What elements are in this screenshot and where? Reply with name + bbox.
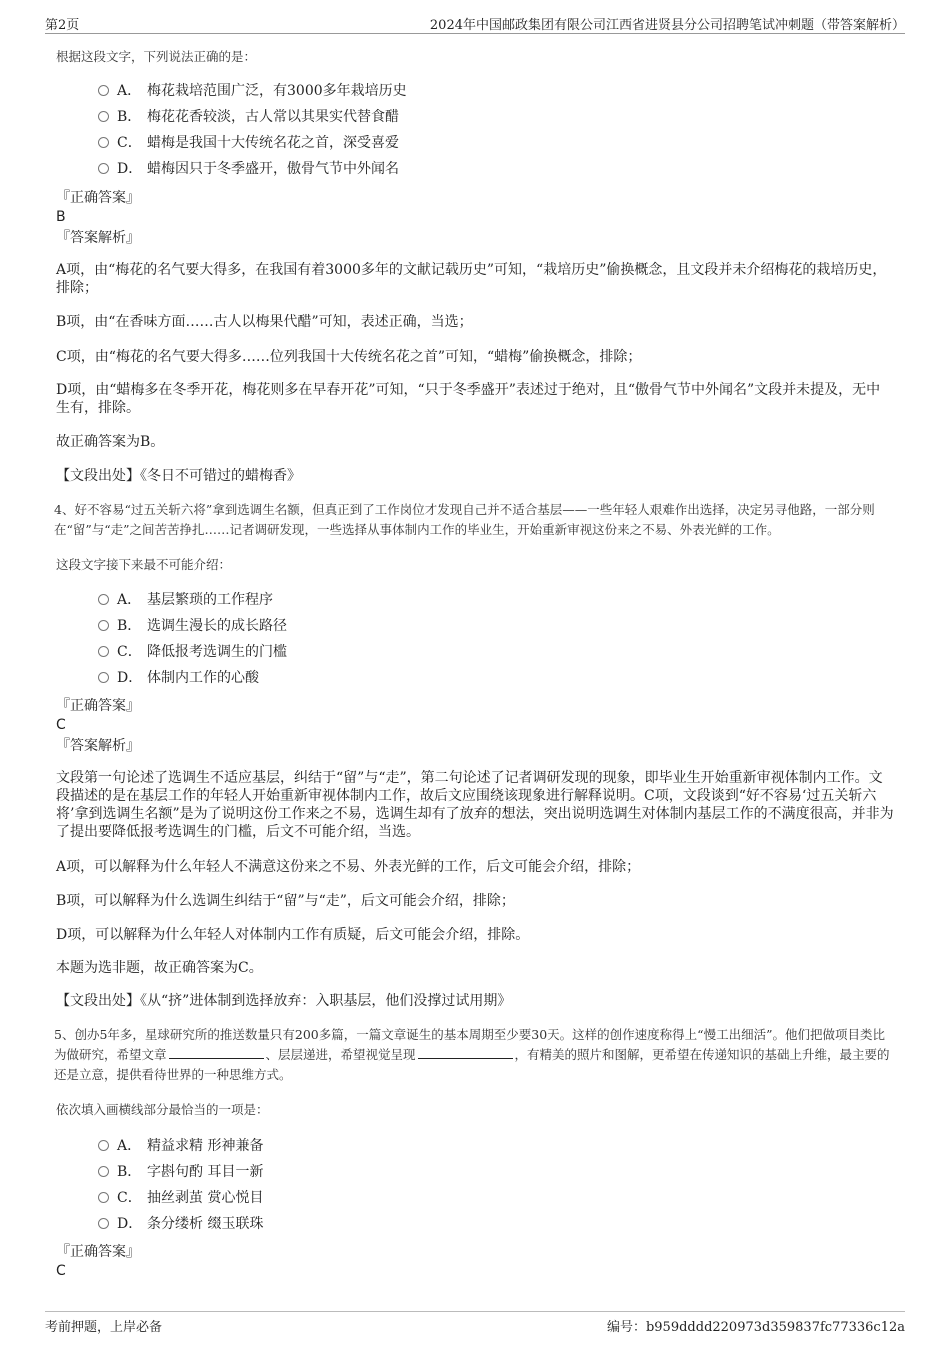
q3-analysis-label: 『答案解析』 [56,230,140,246]
q3-prompt: 根据这段文字，下列说法正确的是： [56,49,257,64]
q3-conclusion: 故正确答案为B。 [56,434,165,450]
q4-source: 【文段出处】《从“挤”进体制到选择放弃：入职基层，他们没撑过试用期》 [56,993,512,1009]
q5-option-c[interactable]: C． 抽丝剥茧 赏心悦目 [98,1188,263,1208]
q5-answer: C [56,1263,66,1279]
q4-answer-label: 『正确答案』 [56,698,140,714]
footer-slogan: 考前押题，上岸必备 [45,1320,163,1335]
radio-icon[interactable] [98,137,109,148]
q5-prompt: 依次填入画横线部分最恰当的一项是： [56,1102,269,1117]
q4-analysis-label: 『答案解析』 [56,738,140,754]
q4-option-b[interactable]: B． 选调生漫长的成长路径 [98,616,287,636]
q4-analysis-d: D项，可以解释为什么年轻人对体制内工作有质疑，后文可能会介绍，排除。 [56,927,530,943]
document-id: 编号：b959dddd220973d359837fc77336c12a [606,1320,905,1335]
radio-icon[interactable] [98,646,109,657]
q3-answer: B [56,209,66,225]
q3-option-d[interactable]: D． 蜡梅因只于冬季盛开，傲骨气节中外闻名 [98,159,399,179]
radio-icon[interactable] [98,1140,109,1151]
q3-option-c[interactable]: C． 蜡梅是我国十大传统名花之首，深受喜爱 [98,133,399,153]
fill-blank-2 [418,1046,513,1059]
q5-text: 5、创办5年多，星球研究所的推送数量只有200多篇，一篇文章诞生的基本周期至少要30天。这样的创作速度称得上“慢工出细活”。他们把做项目类比为做研究，希望文章 、层层递进，希望视觉呈现 ，有精美的照片和图解，更希望在传递知识的基础上升维，最主要的还是立意，提供看待世界的一种思维方式。 [54,1027,890,1082]
q3-analysis-d: D项，由“蜡梅多在冬季开花，梅花则多在早春开花”可知，“只于冬季盛开”表述过于绝对，且“傲骨气节中外闻名”文段并未提及，无中生有，排除。 [56,382,881,416]
q3-source: 【文段出处】《冬日不可错过的蜡梅香》 [56,468,301,484]
q4-option-a[interactable]: A． 基层繁琐的工作程序 [98,590,273,610]
q5-option-a[interactable]: A． 精益求精 形神兼备 [98,1136,263,1156]
q4-conclusion: 本题为选非题，故正确答案为C。 [56,960,263,976]
q5-answer-label: 『正确答案』 [56,1244,140,1260]
q3-analysis-b: B项，由“在香味方面……古人以梅果代醋”可知，表述正确，当选； [56,314,473,330]
radio-icon[interactable] [98,1166,109,1177]
document-title: 2024年中国邮政集团有限公司江西省进贤县分公司招聘笔试冲刺题（带答案解析） [429,18,905,33]
page-header [45,13,905,34]
radio-icon[interactable] [98,163,109,174]
radio-icon[interactable] [98,594,109,605]
q4-analysis-b: B项，可以解释为什么选调生纠结于“留”与“走”，后文可能会介绍，排除； [56,893,515,909]
q4-text: 4、好不容易“过五关斩六将”拿到选调生名额，但真正到了工作岗位才发现自己并不适合基层——一些年轻人艰难作出选择，决定另寻他路，一部分则在“留”与“走”之间苦苦挣扎……记者调研发现，一些选择从事体制内工作的毕业生，开始重新审视这份来之不易、外表光鲜的工作。 [54,502,875,537]
q3-option-a[interactable]: A． 梅花栽培范围广泛，有3000多年栽培历史 [98,81,407,101]
q3-analysis-a: A项，由“梅花的名气要大得多，在我国有着3000多年的文献记载历史”可知，“栽培历史”偷换概念，且文段并未介绍梅花的栽培历史，排除； [56,262,887,296]
q4-answer: C [56,717,66,733]
q4-prompt: 这段文字接下来最不可能介绍： [56,557,232,572]
q4-analysis-main: 文段第一句论述了选调生不适应基层，纠结于“留”与“走”，第二句论述了记者调研发现的现象，即毕业生开始重新审视体制内工作。文段描述的是在基层工作的年轻人开始重新审视体制内工作，故后文应围绕该现象进行解释说明。C项，文段谈到“好不容易‘过五关斩六将’拿到选调生名额”是为了说明这份工作来之不易，选调生却有了放弃的想法，突出说明选调生对体制内基层工作的不满度很高，并非为了提出要降低报考选调生的门槛，后文不可能介绍，当选。 [56,770,894,840]
q3-analysis-c: C项，由“梅花的名气要大得多……位列我国十大传统名花之首”可知，“蜡梅”偷换概念，排除； [56,349,642,365]
radio-icon[interactable] [98,1192,109,1203]
q4-option-c[interactable]: C． 降低报考选调生的门槛 [98,642,287,662]
q3-answer-label: 『正确答案』 [56,190,140,206]
radio-icon[interactable] [98,111,109,122]
fill-blank-1 [169,1046,264,1059]
radio-icon[interactable] [98,620,109,631]
q4-analysis-a: A项，可以解释为什么年轻人不满意这份来之不易、外表光鲜的工作，后文可能会介绍，排除； [56,859,641,875]
radio-icon[interactable] [98,672,109,683]
q5-option-d[interactable]: D． 条分缕析 缀玉联珠 [98,1214,263,1234]
q4-option-d[interactable]: D． 体制内工作的心酸 [98,668,259,688]
q3-option-b[interactable]: B． 梅花花香较淡，古人常以其果实代替食醋 [98,107,399,127]
page-number: 第2页 [45,18,80,33]
radio-icon[interactable] [98,1218,109,1229]
radio-icon[interactable] [98,85,109,96]
q5-option-b[interactable]: B． 字斟句酌 耳目一新 [98,1162,263,1182]
page-footer [45,1311,905,1336]
